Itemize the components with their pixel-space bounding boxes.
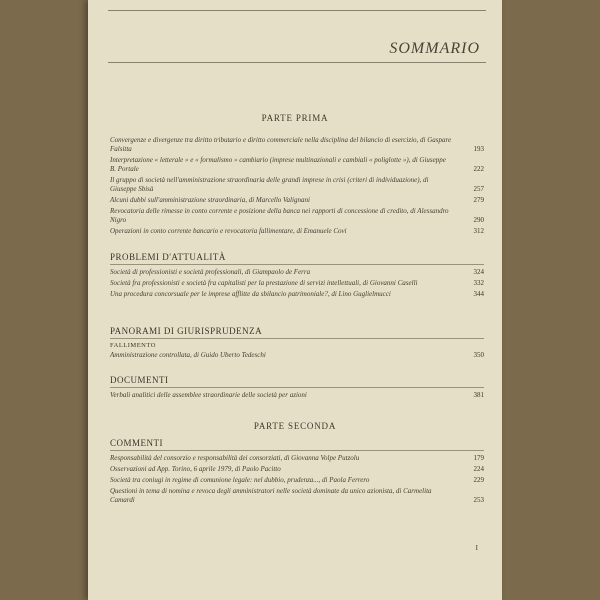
- entry-page: 222: [473, 165, 484, 173]
- part-one-title: PARTE PRIMA: [261, 113, 329, 123]
- entry-text: Interpretazione « letterale » e « formalismo » cambiario (imprese multinazionali e cambiali « poliglotte »), di Giuseppe B. Portale: [110, 156, 446, 173]
- entry-page: 290: [473, 216, 484, 224]
- entry-text: Società fra professionisti e società fra capitalisti per la prestazione di servizi intellettuali, di Giovanni Caselli: [110, 279, 418, 287]
- commenti-section: [110, 438, 484, 507]
- entry-text: Responsabilità del consorzio e responsabilità dei consorziati, di Giovanna Volpe Putzolu: [110, 454, 360, 462]
- header-rule: [108, 62, 486, 63]
- entry-page: 324: [473, 268, 484, 276]
- section-subtitle: FALLIMENTO: [110, 342, 156, 349]
- entry-text: Una procedura concorsuale per le imprese afflitte da sbilancio patrimoniale?, di Lino Guglielmucci: [110, 290, 391, 298]
- entry-page: 229: [473, 476, 484, 484]
- toc-entry: [110, 156, 484, 174]
- section-title: COMMENTI: [110, 438, 484, 451]
- top-rule: [108, 10, 486, 11]
- entry-page: 179: [473, 454, 484, 462]
- entry-text: Convergenze e divergenze tra diritto tributario e diritto commerciale nella disciplina del bilancio di esercizio, di Gaspare Falsitta: [110, 136, 452, 153]
- attualita-section: [110, 252, 484, 301]
- entry-text: Verbali analitici delle assemblee straordinarie delle società per azioni: [110, 391, 307, 399]
- entry-text: Amministrazione controllata, di Guido Uberto Tedeschi: [110, 351, 266, 359]
- toc-entry: [110, 268, 484, 277]
- toc-entry: [110, 279, 484, 288]
- document-page: [88, 0, 502, 600]
- page-title: SOMMARIO: [389, 40, 480, 57]
- entry-text: Il gruppo di società nell'amministrazione straordinaria delle grandi imprese in crisi (criteri di individuazione), di Giuseppe Sbisà: [110, 176, 429, 193]
- toc-entry: [110, 351, 484, 360]
- toc-entry: [110, 196, 484, 205]
- part-one-list: [110, 136, 484, 238]
- entry-page: 381: [473, 391, 484, 399]
- toc-entry: [110, 227, 484, 236]
- toc-entry: [110, 176, 484, 194]
- entry-page: 193: [473, 145, 484, 153]
- entry-page: 344: [473, 290, 484, 298]
- entry-page: 253: [473, 496, 484, 504]
- entry-text: Questioni in tema di nomina e revoca degli amministratori nelle società dominate da unico azionista, di Carmelita Camardi: [110, 487, 432, 504]
- toc-entry: [110, 136, 484, 154]
- toc-entry: [110, 290, 484, 299]
- part-two-title: PARTE SECONDA: [253, 421, 337, 431]
- entry-page: 312: [473, 227, 484, 235]
- entry-page: 257: [473, 185, 484, 193]
- entry-text: Società tra coniugi in regime di comunione legale: nel dubbio, prudenza..., di Paola Ferrero: [110, 476, 370, 484]
- panorami-section: [110, 326, 484, 362]
- page-number: I: [475, 544, 478, 552]
- toc-entry: [110, 391, 484, 400]
- entry-page: 350: [473, 351, 484, 359]
- toc-entry: [110, 207, 484, 225]
- toc-entry: [110, 476, 484, 485]
- entry-page: 224: [473, 465, 484, 473]
- entry-page: 332: [473, 279, 484, 287]
- entry-text: Revocatoria delle rimesse in conto corrente e posizione della banca nei rapporti di concessione di credito, di Alessandro Nigro: [110, 207, 449, 224]
- entry-text: Operazioni in conto corrente bancario e revocatoria fallimentare, di Emanuele Covi: [110, 227, 347, 235]
- toc-entry: [110, 454, 484, 463]
- entry-text: Osservazioni ad App. Torino, 6 aprile 1979, di Paolo Pacitto: [110, 465, 281, 473]
- documenti-section: [110, 375, 484, 402]
- entry-page: 279: [473, 196, 484, 204]
- section-title: DOCUMENTI: [110, 375, 484, 388]
- toc-entry: [110, 465, 484, 474]
- section-title: PROBLEMI D'ATTUALITÀ: [110, 252, 484, 265]
- entry-text: Alcuni dubbi sull'amministrazione straordinaria, di Marcello Valignani: [110, 196, 310, 204]
- toc-entry: [110, 487, 484, 505]
- entry-text: Società di professionisti e società professionali, di Giampaolo de Ferra: [110, 268, 311, 276]
- section-title: PANORAMI DI GIURISPRUDENZA: [110, 326, 484, 339]
